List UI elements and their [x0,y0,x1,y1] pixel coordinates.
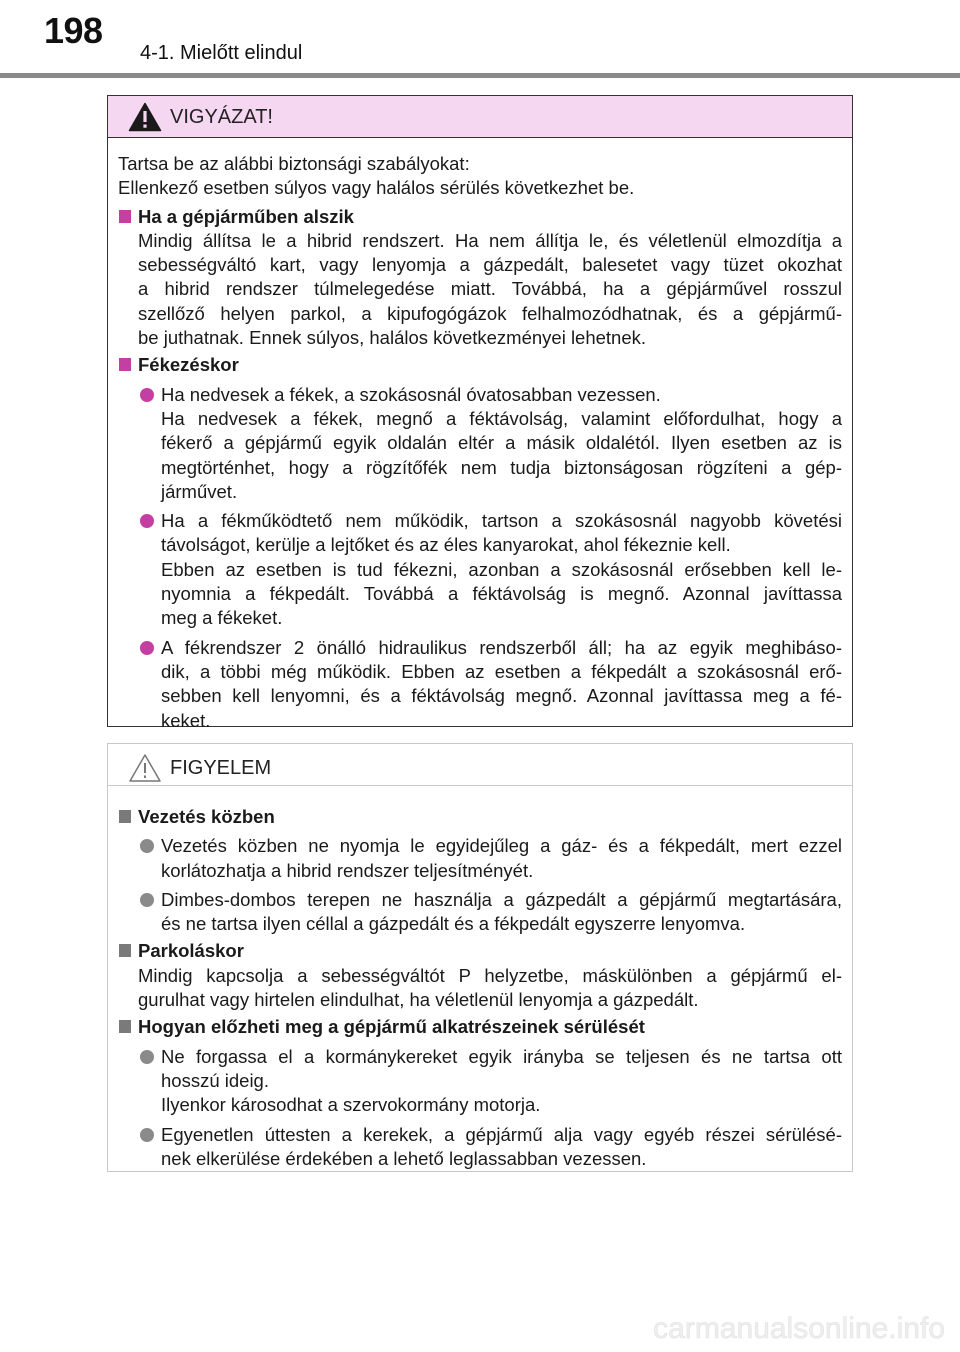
section-title-text: Ha a gépjárműben alszik [138,205,354,227]
text-line: távolságot, kerülje a lejtőket és az éles kanyarokat, ahol fékeznie kell. [161,534,731,556]
bullet-item [118,383,842,504]
notice-box-header [108,744,852,786]
square-bullet-icon [119,358,131,371]
text-line: nek elkerülése érdekében a lehető leglassabban vezessen. [161,1147,647,1169]
notice-box-title: FIGYELEM [170,757,272,779]
section [118,805,842,936]
intro-line: Ellenkező esetben súlyos vagy halálos sérülés következhet be. [118,177,635,199]
text-line: a hibrid rendszer túlmelegedése miatt. Továbbá, ha a gépjárművel rosszul [138,278,842,300]
section-title-text: Parkoláskor [138,940,244,962]
section-title [118,1015,842,1039]
text-line: Mindig kapcsolja a sebességváltót P helyzetbe, máskülönben a gépjármű el- [138,964,842,986]
bullet-item [118,636,842,733]
round-bullet-icon [140,839,154,853]
text-line: hosszú ideig. [161,1069,269,1091]
section [118,205,842,351]
text-line: Ilyenkor károsodhat a szervokormány motorja. [161,1094,541,1116]
round-bullet-icon [140,388,154,402]
square-bullet-icon [119,810,131,823]
bullet-item [118,888,842,937]
section [118,939,842,1012]
section-title [118,205,842,229]
text-line: sebességváltó kart, vagy lenyomja a gázpedált, balesetet vagy tüzet okozhat [138,254,842,276]
bullet-item [118,834,842,883]
notice-box-body [108,786,852,1171]
section-title [118,353,842,377]
text-line: Ha a fékműködtető nem működik, tartson a szokásosnál nagyobb követési [161,510,842,532]
round-bullet-icon [140,1050,154,1064]
text-line: be juthatnak. Ennek súlyos, halálos következményei lehetnek. [138,327,647,349]
square-bullet-icon [119,1020,131,1033]
round-bullet-icon [140,1128,154,1142]
text-line: megtörténhet, hogy a rögzítőfék nem tudja biztonságosan rögzíteni a gép- [161,456,842,478]
square-bullet-icon [119,210,131,223]
warning-triangle-filled-icon [128,102,162,132]
warning-triangle-outline-icon [128,753,162,783]
text-line: sebben kell lenyomni, és a féktávolság megnő. Azonnal javíttassa meg a fé- [161,685,842,707]
text-line: járművet. [161,480,238,502]
header-rule [0,73,960,78]
warning-box-title: VIGYÁZAT! [170,106,273,128]
page-header [0,0,960,80]
text-line: Ne forgassa el a kormánykereket egyik irányba se teljesen és ne tartsa ott [161,1045,842,1067]
warning-intro [118,152,842,201]
round-bullet-icon [140,641,154,655]
text-line: fékerő a gépjármű egyik oldalán eltér a másik oldalétól. Ilyen esetben az is [161,432,842,454]
text-line: Mindig állítsa le a hibrid rendszert. Ha nem állítja le, és véletlenül elmozdítja a [138,229,842,251]
page-number: 198 [44,10,103,51]
text-line: A fékrendszer 2 önálló hidraulikus rendszerből áll; ha az egyik meghibáso- [161,636,842,658]
round-bullet-icon [140,514,154,528]
section [118,1015,842,1171]
section-title: 4-1. Mielőtt elindul [140,42,303,64]
section-title [118,939,842,963]
intro-line: Tartsa be az alábbi biztonsági szabályokat: [118,153,470,174]
text-line: dik, a többi még működik. Ebben az esetben a fékpedált a szokásosnál erő- [161,660,842,682]
notice-box [107,743,853,1172]
text-line: Ha nedvesek a fékek, a szokásosnál óvatosabban vezessen. [161,383,661,405]
bullet-item [118,509,842,630]
watermark-logo [620,1308,950,1348]
section-title [118,805,842,829]
bullet-item [118,1123,842,1172]
text-line: szellőző helyen parkol, a kipufogógázok felhalmozódhatnak, és a gépjármű- [138,302,842,324]
round-bullet-icon [140,893,154,907]
watermark [0,1300,960,1352]
warning-box [107,95,853,731]
text-line: Ha nedvesek a fékek, megnő a féktávolság, valamint előfordulhat, hogy a [161,407,842,429]
section [118,353,842,732]
section-title-text: Vezetés közben [138,806,275,827]
text-line: és ne tartsa ilyen céllal a gázpedált és a fékpedált egyszerre lenyomva. [161,913,746,935]
text-line: keket. [161,709,211,731]
text-line: meg a fékeket. [161,607,283,629]
text-line: Ebben az esetben is tud fékezni, azonban a szokásosnál erősebben kell le- [161,558,842,580]
text-line: Egyenetlen úttesten a kerekek, a gépjármű alja vagy egyéb részei sérülésé- [161,1123,842,1145]
text-line: Vezetés közben ne nyomja le egyidejűleg a gáz- és a fékpedált, mert ezzel [161,835,842,857]
square-bullet-icon [119,944,131,957]
warning-box-body [108,138,852,733]
section-title-text: Hogyan előzheti meg a gépjármű alkatrészeinek sérülését [138,1016,645,1038]
text-line: Dimbes-dombos terepen ne használja a gázpedált a gépjármű megtartására, [161,888,842,910]
bullet-item [118,1045,842,1118]
section-title-text: Fékezéskor [138,354,239,376]
warning-box-header [108,96,852,138]
text-line: nyomnia a fékpedált. Továbbá a féktávolság is megnő. Azonnal javíttassa [161,583,842,605]
section-text [118,964,842,1013]
section-text [118,229,842,350]
text-line: korlátozhatja a hibrid rendszer teljesítményét. [161,859,534,881]
watermark-text: carmanualsonline.info [653,1312,945,1345]
text-line: gurulhat vagy hirtelen elindulhat, ha véletlenül lenyomja a gázpedált. [138,989,699,1011]
